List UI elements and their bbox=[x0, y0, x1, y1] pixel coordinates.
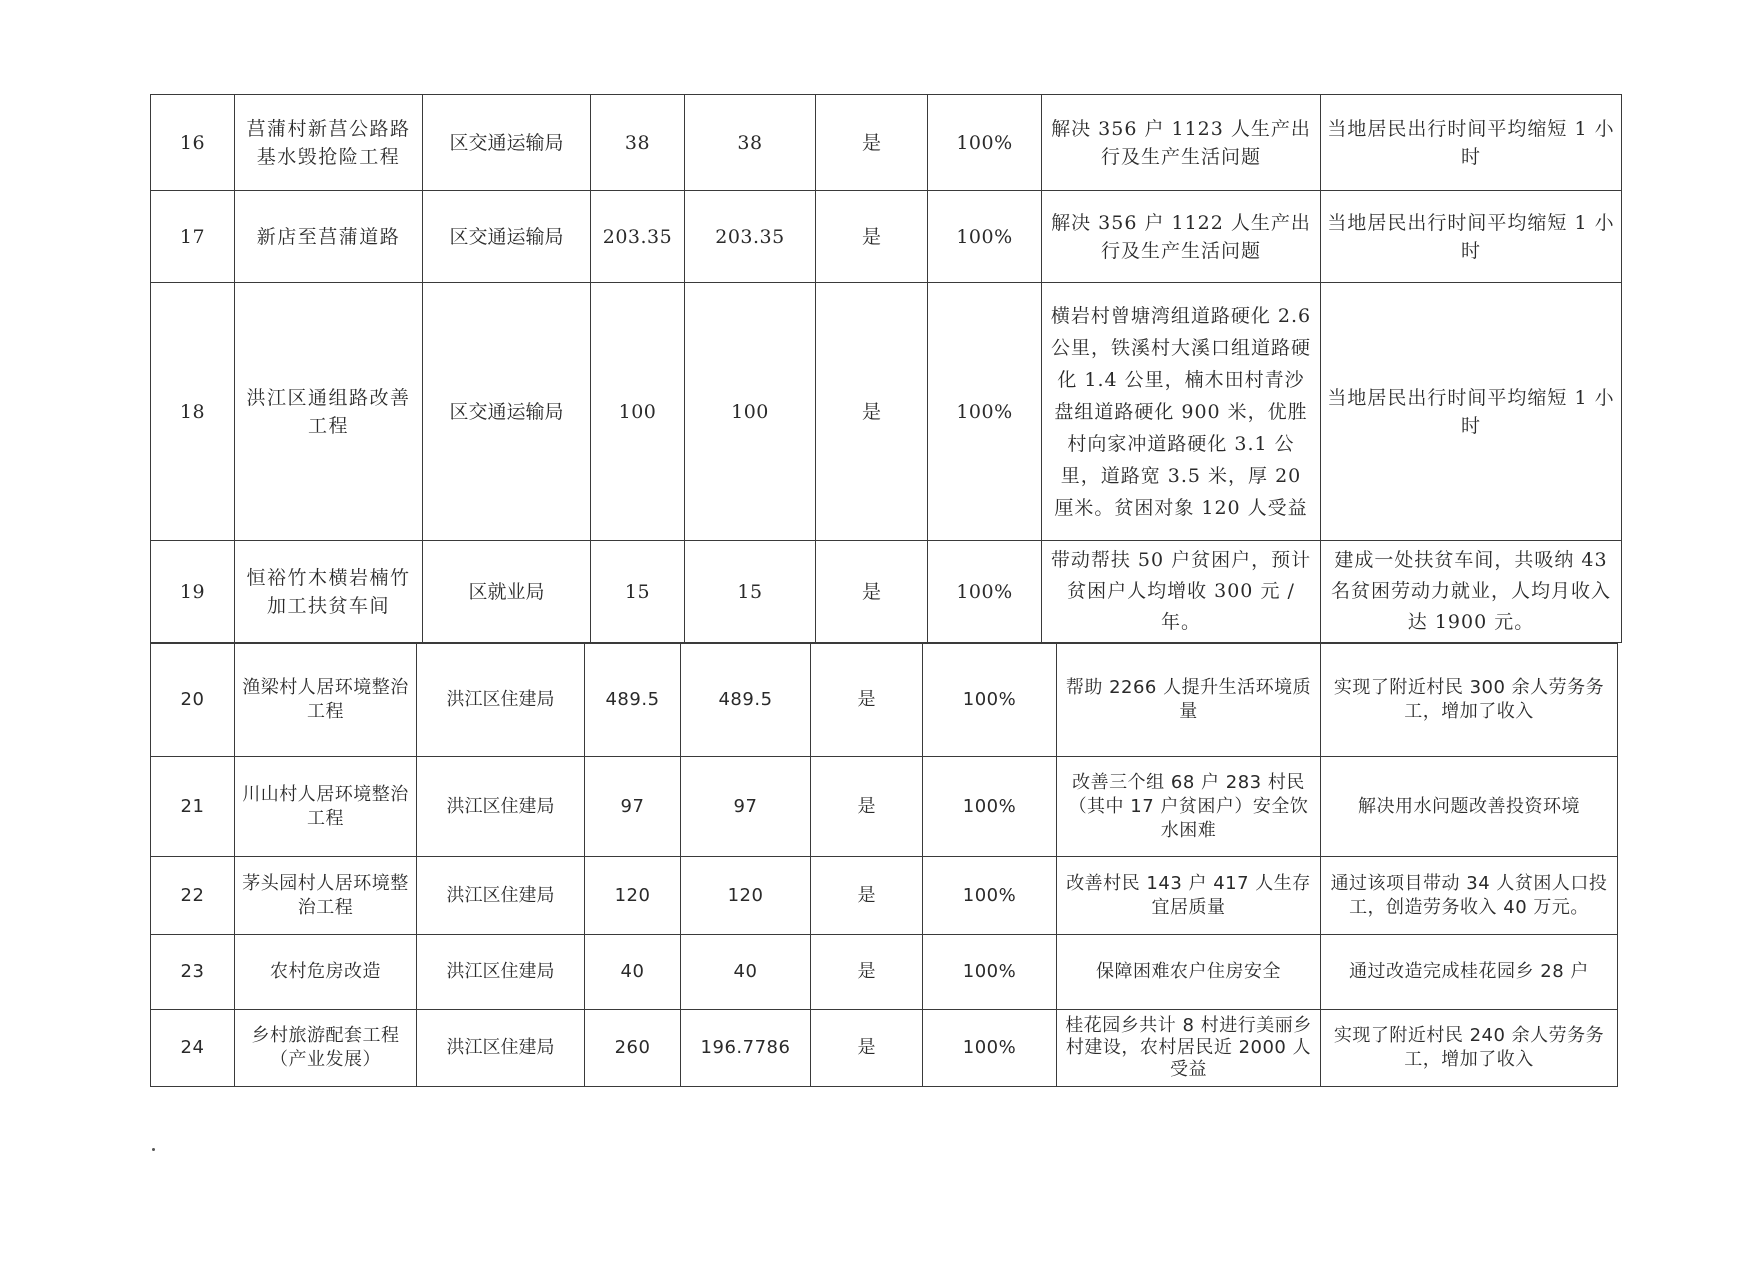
completed-flag: 是 bbox=[811, 757, 923, 857]
completed-flag: 是 bbox=[811, 935, 923, 1010]
row-number: 22 bbox=[151, 857, 235, 935]
department: 区就业局 bbox=[423, 541, 591, 643]
project-name: 茅头园村人居环境整治工程 bbox=[235, 857, 417, 935]
project-benefit: 当地居民出行时间平均缩短 1 小时 bbox=[1321, 191, 1622, 283]
completed-flag: 是 bbox=[811, 857, 923, 935]
department: 区交通运输局 bbox=[423, 95, 591, 191]
table-row bbox=[151, 1010, 1618, 1087]
planned-amount: 203.35 bbox=[591, 191, 685, 283]
project-name: 恒裕竹木横岩楠竹加工扶贫车间 bbox=[235, 541, 423, 643]
planned-amount: 97 bbox=[585, 757, 681, 857]
table-row bbox=[151, 95, 1622, 191]
row-number: 24 bbox=[151, 1010, 235, 1087]
planned-amount: 15 bbox=[591, 541, 685, 643]
project-table-lower bbox=[150, 643, 1618, 1087]
project-name: 洪江区通组路改善工程 bbox=[235, 283, 423, 541]
project-effect: 解决 356 户 1122 人生产出行及生产生活问题 bbox=[1042, 191, 1321, 283]
project-name: 新店至莒蒲道路 bbox=[235, 191, 423, 283]
completed-flag: 是 bbox=[816, 541, 928, 643]
department: 洪江区住建局 bbox=[417, 644, 585, 757]
project-effect: 带动帮扶 50 户贫困户，预计贫困户人均增收 300 元 / 年。 bbox=[1042, 541, 1321, 643]
row-number: 17 bbox=[151, 191, 235, 283]
completion-rate: 100% bbox=[923, 757, 1057, 857]
table-row bbox=[151, 757, 1618, 857]
table-row bbox=[151, 935, 1618, 1010]
completed-flag: 是 bbox=[816, 283, 928, 541]
department: 区交通运输局 bbox=[423, 283, 591, 541]
actual-amount: 203.35 bbox=[685, 191, 816, 283]
project-effect: 帮助 2266 人提升生活环境质量 bbox=[1057, 644, 1321, 757]
department: 洪江区住建局 bbox=[417, 1010, 585, 1087]
actual-amount: 40 bbox=[681, 935, 811, 1010]
row-number: 23 bbox=[151, 935, 235, 1010]
planned-amount: 260 bbox=[585, 1010, 681, 1087]
project-name: 川山村人居环境整治工程 bbox=[235, 757, 417, 857]
planned-amount: 489.5 bbox=[585, 644, 681, 757]
project-name: 渔梁村人居环境整治工程 bbox=[235, 644, 417, 757]
project-effect: 改善三个组 68 户 283 村民（其中 17 户贫困户）安全饮水困难 bbox=[1057, 757, 1321, 857]
project-name: 莒蒲村新莒公路路基水毁抢险工程 bbox=[235, 95, 423, 191]
table-row bbox=[151, 644, 1618, 757]
scan-speck bbox=[152, 1148, 155, 1151]
project-benefit: 通过该项目带动 34 人贫困人口投工，创造劳务收入 40 万元。 bbox=[1321, 857, 1618, 935]
completed-flag: 是 bbox=[816, 95, 928, 191]
completion-rate: 100% bbox=[928, 95, 1042, 191]
completion-rate: 100% bbox=[928, 283, 1042, 541]
planned-amount: 100 bbox=[591, 283, 685, 541]
planned-amount: 120 bbox=[585, 857, 681, 935]
actual-amount: 38 bbox=[685, 95, 816, 191]
project-name: 农村危房改造 bbox=[235, 935, 417, 1010]
table-row bbox=[151, 541, 1622, 643]
department: 洪江区住建局 bbox=[417, 757, 585, 857]
project-table-upper bbox=[150, 94, 1622, 643]
project-benefit: 建成一处扶贫车间，共吸纳 43 名贫困劳动力就业，人均月收入达 1900 元。 bbox=[1321, 541, 1622, 643]
completed-flag: 是 bbox=[816, 191, 928, 283]
row-number: 16 bbox=[151, 95, 235, 191]
actual-amount: 489.5 bbox=[681, 644, 811, 757]
project-benefit: 当地居民出行时间平均缩短 1 小时 bbox=[1321, 95, 1622, 191]
project-benefit: 实现了附近村民 300 余人劳务务工，增加了收入 bbox=[1321, 644, 1618, 757]
project-effect: 解决 356 户 1123 人生产出行及生产生活问题 bbox=[1042, 95, 1321, 191]
project-effect: 横岩村曾塘湾组道路硬化 2.6 公里，铁溪村大溪口组道路硬化 1.4 公里，楠木田村青沙盘组道路硬化 900 米，优胜村向家冲道路硬化 3.1 公里，道路宽 3.5 米，厚 20 厘米。贫困对象 120 人受益 bbox=[1042, 283, 1321, 541]
project-name: 乡村旅游配套工程（产业发展） bbox=[235, 1010, 417, 1087]
table-row bbox=[151, 283, 1622, 541]
project-effect: 改善村民 143 户 417 人生存宜居质量 bbox=[1057, 857, 1321, 935]
row-number: 21 bbox=[151, 757, 235, 857]
planned-amount: 38 bbox=[591, 95, 685, 191]
table-row bbox=[151, 857, 1618, 935]
project-benefit: 通过改造完成桂花园乡 28 户 bbox=[1321, 935, 1618, 1010]
completion-rate: 100% bbox=[923, 1010, 1057, 1087]
department: 洪江区住建局 bbox=[417, 857, 585, 935]
planned-amount: 40 bbox=[585, 935, 681, 1010]
completion-rate: 100% bbox=[923, 935, 1057, 1010]
actual-amount: 196.7786 bbox=[681, 1010, 811, 1087]
table-row bbox=[151, 191, 1622, 283]
actual-amount: 15 bbox=[685, 541, 816, 643]
row-number: 18 bbox=[151, 283, 235, 541]
completed-flag: 是 bbox=[811, 644, 923, 757]
department: 洪江区住建局 bbox=[417, 935, 585, 1010]
project-benefit: 实现了附近村民 240 余人劳务务工，增加了收入 bbox=[1321, 1010, 1618, 1087]
actual-amount: 100 bbox=[685, 283, 816, 541]
department: 区交通运输局 bbox=[423, 191, 591, 283]
actual-amount: 120 bbox=[681, 857, 811, 935]
completion-rate: 100% bbox=[923, 857, 1057, 935]
row-number: 19 bbox=[151, 541, 235, 643]
completed-flag: 是 bbox=[811, 1010, 923, 1087]
completion-rate: 100% bbox=[928, 541, 1042, 643]
row-number: 20 bbox=[151, 644, 235, 757]
project-benefit: 解决用水问题改善投资环境 bbox=[1321, 757, 1618, 857]
actual-amount: 97 bbox=[681, 757, 811, 857]
project-effect: 桂花园乡共计 8 村进行美丽乡村建设，农村居民近 2000 人受益 bbox=[1057, 1010, 1321, 1087]
project-effect: 保障困难农户住房安全 bbox=[1057, 935, 1321, 1010]
completion-rate: 100% bbox=[928, 191, 1042, 283]
completion-rate: 100% bbox=[923, 644, 1057, 757]
project-benefit: 当地居民出行时间平均缩短 1 小时 bbox=[1321, 283, 1622, 541]
